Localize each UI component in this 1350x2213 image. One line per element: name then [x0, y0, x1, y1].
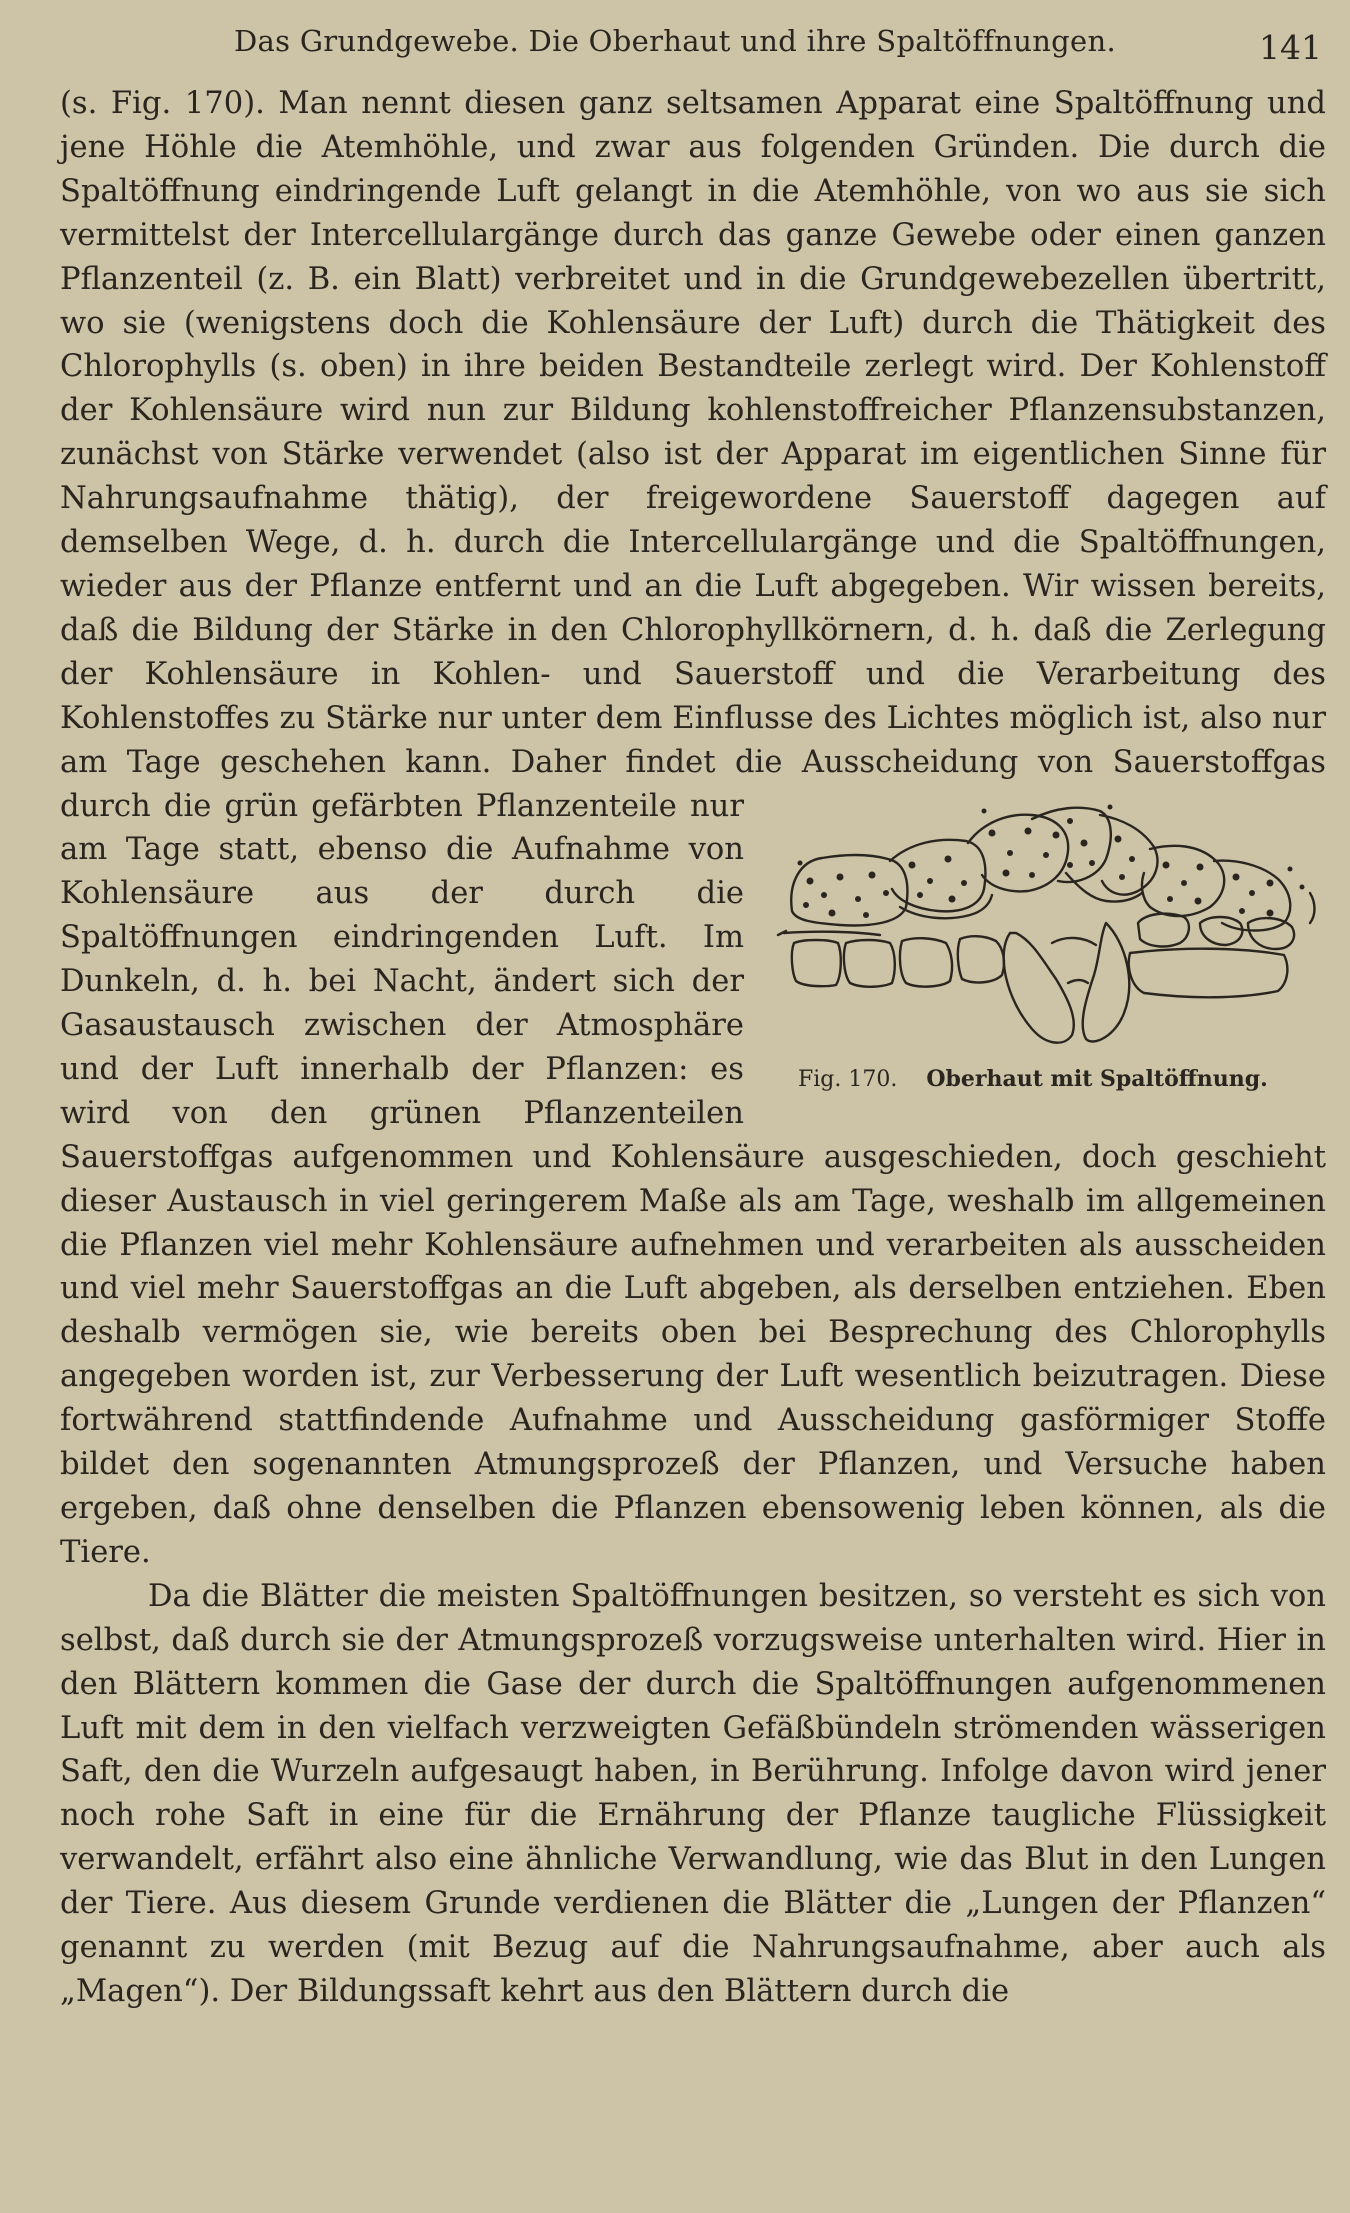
figure-label: Fig. 170. [798, 1066, 898, 1092]
paragraph-1-text-b: am Tage statt, ebenso die Aufnahme von Kohlensäure aus der durch die Spaltöffnungen eindringenden Luft. Im Dunkeln, d. h. bei Nacht, ändert sich der Gasaustausch zwischen der Atmosphäre und der Luft innerhalb der Pflanzen: es wird von den grünen Pflanzenteilen Sauerstoffgas aufgenommen und Kohlensäure ausgeschieden, doch geschieht dieser Austausch in viel geringerem Maße als am Tage, weshalb im allgemeinen die Pflanzen viel mehr Kohlensäure aufnehmen und verarbeiten als ausscheiden und viel mehr Sauerstoffgas an die Luft abgeben, als derselben entziehen. Eben deshalb vermögen sie, wie bereits oben bei Besprechung des Chlorophylls angegeben worden ist, zur Verbesserung der Luft wesentlich beizutragen. Diese fortwährend stattfindende Aufnahme und Ausscheidung gasförmiger Stoffe bildet den sogenannten Atmungsprozeß der Pflanzen, und Versuche haben ergeben, daß ohne denselben die Pflanzen ebensowenig leben können, als die Tiere. [60, 832, 1326, 1570]
figure-caption [770, 1065, 1330, 1094]
stomata-illustration [770, 803, 1330, 1055]
figure-170 [770, 803, 1330, 1105]
body-text [60, 82, 1326, 2014]
running-header [62, 18, 1328, 74]
page-number: 141 [1259, 28, 1322, 67]
figure-caption-text: Oberhaut mit Spaltöffnung. [926, 1065, 1268, 1092]
running-title: Das Grundgewebe. Die Oberhaut und ihre Spaltöffnungen. [234, 24, 1117, 58]
paragraph-1 [60, 82, 1326, 1575]
paragraph-1-text-a: (s. Fig. 170). Man nennt diesen ganz seltsamen Apparat eine Spaltöffnung und jene Höhle die Atemhöhle, und zwar aus folgenden Gründen. Die durch die Spaltöffnung eindringende Luft gelangt in die Atemhöhle, von wo aus sie sich vermittelst der Intercellulargänge durch das ganze Gewebe oder einen ganzen Pflanzenteil (z. B. ein Blatt) verbreitet und in die Grundgewebezellen übertritt, wo sie (wenigstens doch die Kohlensäure der Luft) durch die Thätigkeit des Chlorophylls (s. oben) in ihre beiden Bestandteile zerlegt wird. Der Kohlenstoff der Kohlensäure wird nun zur Bildung kohlenstoffreicher Pflanzensubstanzen, zunächst von Stärke verwendet (also ist der Apparat im eigentlichen Sinne für Nahrungsaufnahme thätig), der freigewordene Sauerstoff dagegen auf demselben Wege, d. h. durch die Intercellulargänge und die Spaltöffnungen, wieder aus der Pflanze entfernt und an die Luft abgegeben. Wir wissen bereits, daß die Bildung der Stärke in den Chlorophyllkörnern, d. h. daß die Zerlegung der Kohlensäure in Kohlen- und Sauerstoff und die Verarbeitung des Kohlenstoffes zu Stärke nur unter dem Einflusse des Lichtes möglich ist, also nur am Tage geschehen kann. Daher findet die Ausscheidung von Sauerstoffgas durch die grün gefärbten Pflanzenteile nur [60, 86, 1326, 824]
paragraph-2: Da die Blätter die meisten Spaltöffnungen besitzen, so versteht es sich von selbst, daß durch sie der Atmungsprozeß vorzugsweise unterhalten wird. Hier in den Blättern kommen die Gase der durch die Spaltöffnungen aufgenommenen Luft mit dem in den vielfach verzweigten Gefäßbündeln strömenden wässerigen Saft, den die Wurzeln aufgesaugt haben, in Berührung. Infolge davon wird jener noch rohe Saft in eine für die Ernährung der Pflanze taugliche Flüssigkeit verwandelt, erfährt also eine ähnliche Verwandlung, wie das Blut in den Lungen der Tiere. Aus diesem Grunde verdienen die Blätter die „Lungen der Pflanzen“ genannt zu werden (mit Bezug auf die Nahrungsaufnahme, aber auch als „Magen“). Der Bildungssaft kehrt aus den Blättern durch die [60, 1578, 1326, 2009]
